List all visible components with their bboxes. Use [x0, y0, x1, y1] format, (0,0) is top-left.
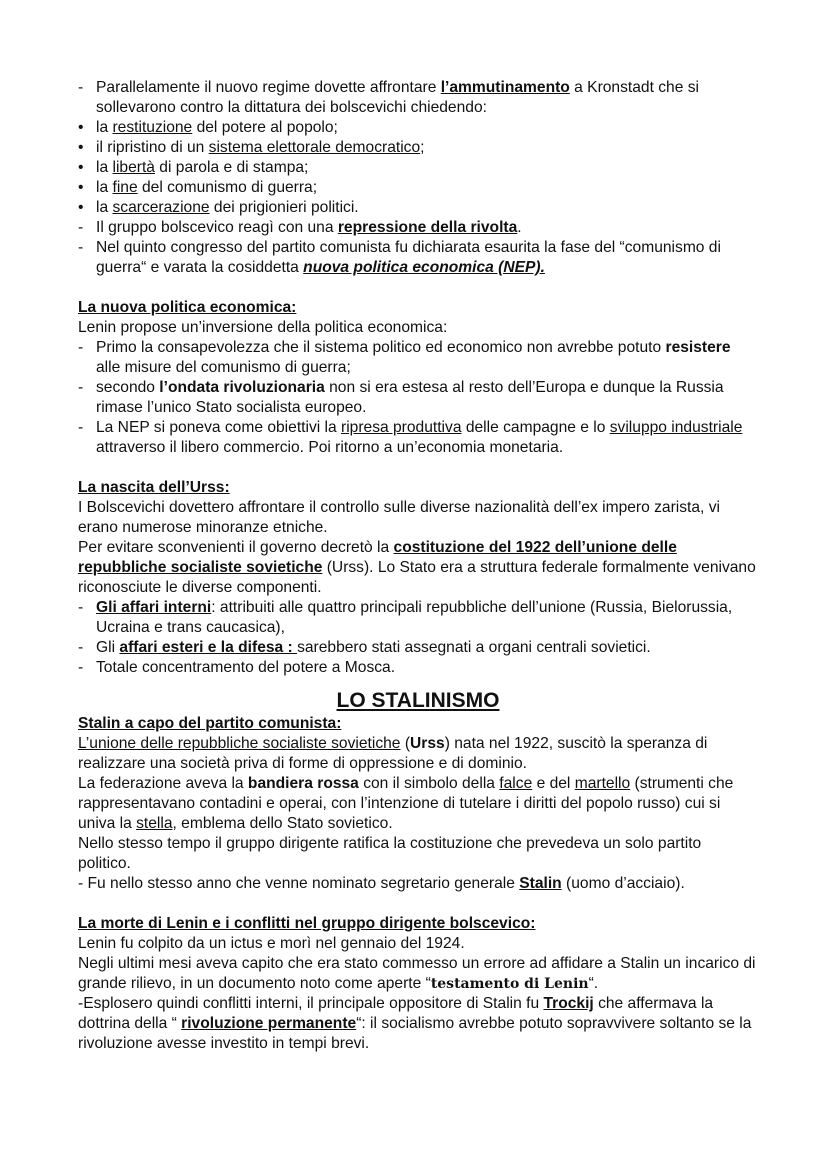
dash-marker: -	[78, 79, 84, 96]
text: non si era estesa al resto dell’Europa e dunque la Russia rimase l’unico Stato socialista europeo.	[96, 379, 724, 416]
list-item	[78, 418, 758, 458]
paragraph	[78, 954, 758, 994]
text: e del	[532, 775, 575, 792]
text: Per evitare sconvenienti il governo decretò la	[78, 539, 394, 556]
text: - Fu nello stesso anno che venne nominato segretario generale	[78, 875, 520, 892]
paragraph	[78, 774, 758, 834]
text: La federazione aveva la	[78, 775, 248, 792]
text: del potere al popolo;	[192, 119, 338, 136]
underlined-text: restituzione	[112, 119, 193, 136]
page-title: LO STALINISMO	[336, 689, 500, 712]
bullet-marker: •	[78, 179, 84, 196]
text: .	[517, 219, 522, 236]
text: Totale concentramento del potere a Mosca.	[96, 659, 396, 676]
list-item	[78, 338, 758, 378]
text: la	[96, 199, 113, 216]
document-page	[78, 78, 758, 1054]
text: alle misure del comunismo di guerra;	[96, 359, 351, 376]
text: (	[400, 735, 411, 752]
text: Negli ultimi mesi aveva capito che era stato commesso un errore ad affidare a Stalin un incarico di grande rilievo, in un documento noto come aperte “	[78, 955, 756, 992]
text: (Urss). Lo Stato era a struttura federale formalmente venivano riconosciute le diverse componenti.	[78, 559, 756, 596]
bullet-item	[78, 138, 758, 158]
underlined-text: scarcerazione	[112, 199, 210, 216]
underlined-text: falce	[499, 775, 533, 792]
text: “.	[588, 975, 599, 992]
text: attraverso il libero commercio. Poi ritorno a un’economia monetaria.	[96, 439, 564, 456]
text: dei prigionieri politici.	[209, 199, 359, 216]
emphasis: Gli affari interni	[96, 599, 212, 616]
emphasis: testamento di Lenin	[430, 976, 589, 992]
emphasis: Stalin	[519, 875, 562, 892]
dash-marker: -	[78, 639, 84, 656]
text: (uomo d’acciaio).	[561, 875, 685, 892]
paragraph	[78, 734, 758, 774]
section-heading: Stalin a capo del partito comunista:	[78, 715, 342, 732]
underlined-text: L’unione delle repubbliche socialiste sovietiche	[78, 735, 401, 752]
text: : attribuiti alle quattro principali repubbliche dell’unione (Russia, Bielorussia, Ucraina e trans caucasica),	[96, 599, 733, 636]
underlined-text: stella	[136, 815, 173, 832]
text: la	[96, 179, 113, 196]
dash-marker: -	[78, 339, 84, 356]
text: ) nata nel 1922, suscitò la speranza di realizzare una società priva di forme di oppressione e di dominio.	[78, 735, 708, 772]
list-item	[78, 658, 758, 678]
bullet-item	[78, 118, 758, 138]
text: “: il socialismo avrebbe potuto sopravvivere soltanto se la rivoluzione avesse investito in tempi brevi.	[78, 1015, 752, 1052]
bullet-marker: •	[78, 139, 84, 156]
text: -Esplosero quindi conflitti interni, il principale oppositore di Stalin fu	[78, 995, 544, 1012]
text: a Kronstadt che si sollevarono contro la dittatura dei bolscevichi chiedendo:	[96, 79, 699, 116]
text: la	[96, 119, 113, 136]
text: , emblema dello Stato sovietico.	[172, 815, 393, 832]
emphasis: resistere	[665, 339, 731, 356]
bullet-marker: •	[78, 159, 84, 176]
paragraph: I Bolscevichi dovettero affrontare il controllo sulle diverse nazionalità dell’ex impero zarista, vi erano numerose minoranze etniche.	[78, 499, 720, 536]
emphasis: l’ondata rivoluzionaria	[159, 379, 325, 396]
text: delle campagne e lo	[461, 419, 610, 436]
text: ;	[420, 139, 425, 156]
emphasis: repressione della rivolta	[337, 219, 518, 236]
text: Nel quinto congresso del partito comunista fu dichiarata esaurita la fase del “comunismo di guerra“ e varata la cosiddetta	[96, 239, 721, 276]
text: del comunismo di guerra;	[137, 179, 318, 196]
text: secondo	[96, 379, 160, 396]
emphasis: affari esteri e la difesa :	[119, 639, 298, 656]
list-item	[78, 378, 758, 418]
underlined-text: libertà	[112, 159, 155, 176]
list-item	[78, 638, 758, 658]
text: la	[96, 159, 113, 176]
paragraph: Lenin fu colpito da un ictus e morì nel gennaio del 1924.	[78, 935, 465, 952]
emphasis: rivoluzione permanente	[181, 1015, 357, 1032]
text: Parallelamente il nuovo regime dovette affrontare	[96, 79, 441, 96]
text: Gli	[96, 639, 120, 656]
text: La NEP si poneva come obiettivi la	[96, 419, 342, 436]
dash-marker: -	[78, 659, 84, 676]
text: (strumenti che rappresentavano contadini e operai, con l’intenzione di tutelare i diritti del popolo russo) cui si univa la	[78, 775, 734, 832]
underlined-text: fine	[112, 179, 138, 196]
underlined-text: martello	[574, 775, 631, 792]
text: sarebbero stati assegnati a organi centrali sovietici.	[297, 639, 651, 656]
paragraph	[78, 874, 758, 894]
paragraph: Nello stesso tempo il gruppo dirigente ratifica la costituzione che prevedeva un solo partito politico.	[78, 835, 702, 872]
bullet-item	[78, 158, 758, 178]
paragraph: Lenin propose un’inversione della politica economica:	[78, 319, 448, 336]
emphasis: bandiera rossa	[247, 775, 359, 792]
section-heading: La morte di Lenin e i conflitti nel gruppo dirigente bolscevico:	[78, 915, 536, 932]
emphasis: l’ammutinamento	[440, 79, 570, 96]
paragraph	[78, 538, 758, 598]
emphasis: Trockij	[543, 995, 594, 1012]
text: il ripristino di un	[96, 139, 209, 156]
underlined-text: sviluppo industriale	[609, 419, 743, 436]
emphasis: Urss	[410, 735, 445, 752]
dash-marker: -	[78, 379, 84, 396]
list-item	[78, 238, 758, 278]
emphasis: nuova politica economica (NEP).	[303, 259, 545, 276]
underlined-text: sistema elettorale democratico	[208, 139, 421, 156]
dash-marker: -	[78, 219, 84, 236]
dash-marker: -	[78, 419, 84, 436]
bullet-marker: •	[78, 199, 84, 216]
dash-marker: -	[78, 599, 84, 616]
paragraph	[78, 994, 758, 1054]
text: Primo la consapevolezza che il sistema politico ed economico non avrebbe potuto	[96, 339, 666, 356]
text: con il simbolo della	[358, 775, 500, 792]
underlined-text: ripresa produttiva	[341, 419, 462, 436]
bullet-item	[78, 198, 758, 218]
list-item	[78, 218, 758, 238]
list-item	[78, 78, 758, 118]
section-heading: La nuova politica economica:	[78, 299, 297, 316]
text: che affermava la dottrina della “	[78, 995, 714, 1032]
list-item	[78, 598, 758, 638]
bullet-marker: •	[78, 119, 84, 136]
bullet-item	[78, 178, 758, 198]
text: di parola e di stampa;	[154, 159, 309, 176]
dash-marker: -	[78, 239, 84, 256]
section-heading: La nascita dell’Urss:	[78, 479, 230, 496]
emphasis: costituzione del 1922 dell’unione delle repubbliche socialiste sovietiche	[78, 539, 677, 576]
text: Il gruppo bolscevico reagì con una	[96, 219, 338, 236]
